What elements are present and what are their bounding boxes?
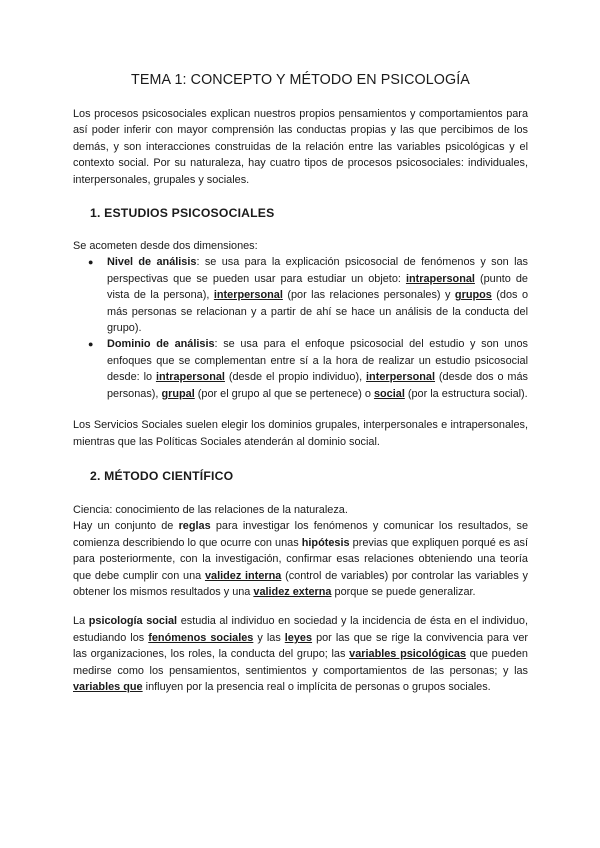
- text: (desde el propio individuo),: [224, 371, 367, 384]
- text: (control de variables) por controlar las variables y obtener los mismos resultados y una: [73, 569, 528, 598]
- text: y las: [253, 631, 285, 644]
- keyword-intrapersonal: intrapersonal: [155, 371, 225, 384]
- text: (punto de vista de la persona),: [107, 272, 528, 302]
- keyword-variables-que: variables que: [73, 680, 143, 693]
- section-heading-estudios: 1. ESTUDIOS PSICOSOCIALES: [90, 206, 275, 221]
- keyword-intrapersonal: intrapersonal: [405, 272, 475, 285]
- page-title: TEMA 1: CONCEPTO Y MÉTODO EN PSICOLOGÍA: [131, 72, 470, 88]
- text: influyen por la presencia real o implícita de personas o grupos sociales.: [142, 680, 491, 693]
- section1-closing: Los Servicios Sociales suelen elegir los dominios grupales, interpersonales e intrapersonales, mientras que las Políticas Sociales atenderán al dominio social.: [73, 419, 528, 448]
- ciencia-line: Ciencia: conocimiento de las relaciones de la naturaleza.: [73, 503, 348, 516]
- keyword-interpersonal: interpersonal: [366, 371, 436, 384]
- spacer: [73, 402, 528, 417]
- term-nivel: Nivel de análisis: [107, 256, 197, 269]
- section1-lead: Se acometen desde dos dimensiones:: [73, 240, 258, 253]
- text: (desde dos o más personas),: [107, 371, 529, 400]
- metodo-paragraph: [73, 518, 528, 600]
- keyword-hipotesis: hipótesis: [301, 536, 350, 549]
- keyword-social: social: [373, 387, 405, 400]
- section-heading-metodo: 2. MÉTODO CIENTÍFICO: [90, 468, 234, 483]
- intro-paragraph: Los procesos psicosociales explican nuestros propios pensamientos y comportamientos para así poder inferir con mayor comprensión las conductas propias y las que percibimos de los demás, y son interacciones construidas de la relación entre las variables psicológicas y el contexto social. Por su naturaleza, hay cuatro tipos de procesos psicosociales: individuales, interpersonales, grupales y sociales.: [73, 108, 528, 186]
- keyword-validez-interna: validez interna: [204, 569, 282, 582]
- list-item-dominio: [88, 336, 529, 402]
- text: (dos o más personas se relacionan y a partir de ahí se hace un análisis de la conducta del grupo).: [107, 289, 528, 335]
- text: (por el grupo al que se pertenece) o: [194, 387, 374, 400]
- text: que pueden medirse como los pensamientos, sentimientos y comportamientos de las personas; y las: [73, 648, 528, 677]
- text: : se usa para la explicación psicosocial de fenómenos y son las perspectivas que se pueden usar para estudiar un objeto:: [107, 256, 529, 285]
- spacer: [73, 600, 528, 613]
- keyword-interpersonal: interpersonal: [213, 289, 283, 302]
- bullet-icon: ●: [88, 339, 94, 350]
- text: La: [73, 615, 89, 628]
- dimensions-list: [73, 254, 528, 402]
- keyword-variables-psicologicas: variables psicológicas: [349, 648, 467, 661]
- document-page: [73, 72, 528, 695]
- keyword-validez-externa: validez externa: [253, 585, 332, 598]
- keyword-reglas: reglas: [178, 520, 211, 533]
- text: para investigar los fenómenos y comunicar los resultados, se comienza describiendo lo que ocurre con unas: [73, 520, 529, 549]
- text: previas que expliquen porqué es así para posteriormente, con la investigación, confirmar esas relaciones obteniendo una teoría que debe cumplir con una: [73, 536, 528, 582]
- keyword-leyes: leyes: [284, 631, 313, 644]
- text: Hay un conjunto de: [73, 520, 179, 533]
- text: (por la estructura social).: [404, 387, 528, 400]
- keyword-fenomenos-sociales: fenómenos sociales: [148, 631, 254, 644]
- psicologia-social-paragraph: [73, 613, 528, 695]
- list-item-nivel: [88, 254, 529, 336]
- text: porque se puede generalizar.: [331, 585, 476, 598]
- bullet-icon: ●: [88, 257, 94, 268]
- keyword-grupal: grupal: [161, 387, 195, 400]
- text: por las que se rige la convivencia para ver las organizaciones, los roles, la conducta del grupo; las: [73, 631, 528, 661]
- text: (por las relaciones personales) y: [282, 289, 455, 302]
- text: estudia al individuo en sociedad y la incidencia de ésta en el individuo, estudiando los: [73, 615, 529, 644]
- text: : se usa para el enfoque psicosocial del estudio y son unos enfoques que se complementan entre sí a la hora de realizar un estudio psicosocial desde: lo: [107, 338, 528, 384]
- term-dominio: Dominio de análisis: [107, 338, 215, 351]
- keyword-grupos: grupos: [454, 289, 492, 302]
- keyword-psicologia-social: psicología social: [88, 615, 178, 628]
